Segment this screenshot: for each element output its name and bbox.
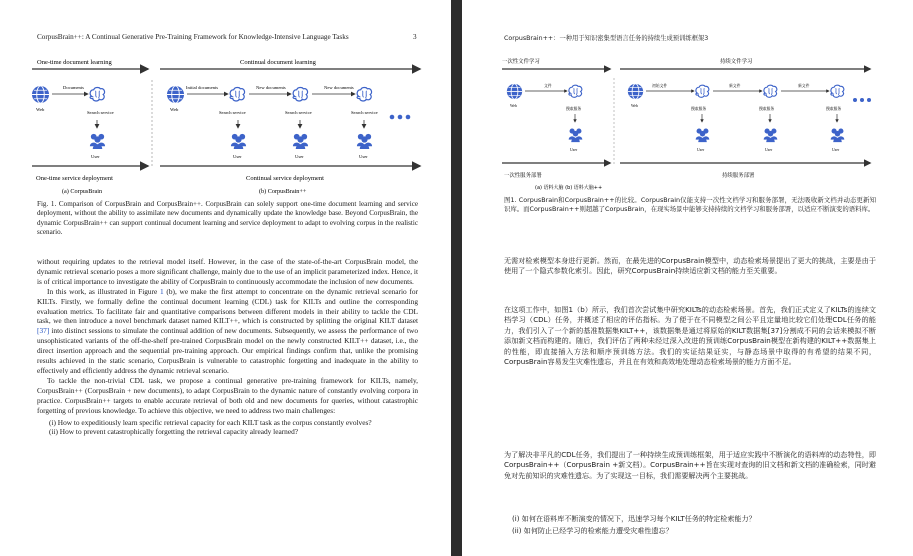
translated-paragraph-2: 在这项工作中，如图1（b）所示，我们首次尝试集中研究KILTs的动态检索场景。首先，我们正式定义了KILTs的连续文档学习（CDL）任务，并概述了相应的评估指标。为了便于在不同模型之间公平且定量地比较它们处理CDL任务的能力，我们引入了一个新的基准数据集KILT++，该数据集是通过将原始的KILT数据集[37]分割成不同的会话来模拟不断添加新文档而构建的。随后，我们评估了两种未经过深入改进的预训练CorpusBrain模型在新构建的KILT++数据集上的性能，即直接插入方法和顺序预训练方法。我们的实证结果证实，与静态场景中取得的有希望的结果不同，CorpusBrain容易发生灾难性遗忘，并且在有效和高效地处理动态检索场景的能力方面不足。 bbox=[504, 305, 876, 367]
translated-challenge-item-2: (ii) 如何防止已经学习的检索能力遭受灾难性遗忘？ bbox=[512, 526, 673, 535]
translated-paragraph-3: 为了解决非平凡的CDL任务，我们提出了一种持续生成预训练框架，用于适应实践中不断演化的语料库的动态特性，即CorpusBrain++（CorpusBrain +新文档）。CorpusBrain++旨在实现对查询的旧文档和新文档的准确检索，同时避免对先前知识的灾难性遗忘。为了实现这一目标，我们需要解决两个主要挑战。 bbox=[504, 450, 876, 480]
fig-documents-label: Documents bbox=[63, 85, 84, 90]
users-icon bbox=[90, 134, 105, 149]
fig-footer-continual: Continual service deployment bbox=[246, 175, 324, 182]
globe-icon bbox=[507, 84, 522, 99]
users-icon bbox=[831, 129, 845, 143]
left-page bbox=[0, 0, 451, 556]
fig-search-service-label: Search service bbox=[285, 110, 312, 115]
more-dots-icon bbox=[390, 115, 411, 120]
fig-search-service-label: 搜索服务 bbox=[759, 106, 775, 111]
fig-user-label: User bbox=[765, 148, 773, 152]
users-icon bbox=[293, 134, 308, 149]
fig-web-label: Web bbox=[510, 104, 517, 108]
fig-web-label: Web bbox=[36, 107, 45, 112]
brain-icon bbox=[357, 87, 371, 100]
fig-new-documents-label: 新文件 bbox=[729, 83, 741, 88]
fig-header-continual: Continual document learning bbox=[240, 59, 316, 66]
figure-caption: Fig. 1. Comparison of CorpusBrain and CorpusBrain++. CorpusBrain can solely support one-time document learning and service deployment, without the ability to assimilate new documents and dynamically update the knowledge base. Beyond CorpusBrain, the dynamic CorpusBrain++ can support continual document learning and service deployment to adapt to evolving corpus in the realistic scenario. bbox=[37, 200, 418, 236]
figure-reference-link[interactable]: 1 bbox=[160, 286, 164, 296]
fig-user-label: User bbox=[570, 148, 578, 152]
fig-user-label: User bbox=[295, 154, 304, 159]
text-run: into distinct sessions to simulate the continual addition of new documents. Subsequently, we assess the performance of two unsophisticated variants of the off-the-shelf pre-trained CorpusBrain model on the newly constructed KILT++ dataset, i.e., the direct insertion approach and the sequential pre-training approach. Our empirical findings confirm that, unlike the promising results achieved in the static scenario, CorpusBrain is vulnerable to catastrophic forgetting and inadequate in the ability to effectively and efficiently address the dynamic retrieval scenario. bbox=[37, 326, 418, 375]
text-run: In this work, as illustrated in Figure bbox=[47, 286, 161, 296]
fig-web-label: Web bbox=[170, 107, 179, 112]
fig-user-label: User bbox=[359, 154, 368, 159]
fig-subcaption-b: (b) CorpusBrain++ bbox=[259, 188, 307, 195]
users-icon bbox=[231, 134, 246, 149]
figure-1 bbox=[0, 0, 451, 200]
brain-icon bbox=[293, 87, 307, 100]
fig-header-onetime: One-time document learning bbox=[37, 59, 112, 66]
paragraph-3: To tackle the non-trivial CDL task, we propose a continual generative pre-training framework for KILTs, namely, CorpusBrain++ (CorpusBrain + new documents), to adapt CorpusBrain to the dynamic nature of constantly evolving corpora in practice. CorpusBrain++ targets to enable accurate retrieval of both old and new documents for queries, without catastrophic forgetting of previous knowledge. To achieve this objective, we need to address two main challenges: bbox=[37, 375, 418, 415]
more-dots-icon bbox=[853, 98, 871, 102]
text-run: (b), we make the first attempt to concentrate on the dynamic retrieval scenario for KILTs. Firstly, we formally define the continual document learning (CDL) task for KILTs and outline the corresponding evaluation metrics. To facilitate fair and quantitative comparisons between different models in their ability to tackle the CDL task, we then introduce a novel benchmark dataset named KILT++, which is constructed by splitting the original KILT dataset bbox=[37, 286, 418, 326]
fig-web-label: Web bbox=[631, 104, 638, 108]
figure-1-translated bbox=[462, 0, 913, 200]
globe-icon bbox=[32, 86, 49, 103]
translated-challenge-item-1: (i) 如何在语料库不断演变的情况下，迅速学习每个KILT任务的特定检索能力？ bbox=[512, 514, 756, 523]
fig-user-label: User bbox=[697, 148, 705, 152]
fig-header-continual: 持续文件学习 bbox=[720, 59, 753, 65]
users-icon bbox=[569, 129, 583, 143]
fig-documents-label: 文件 bbox=[544, 83, 552, 88]
challenge-item-2: (ii) How to prevent catastrophically forgetting the retrieval capacity already learned? bbox=[49, 427, 299, 437]
fig-footer-onetime: 一次性服务部署 bbox=[504, 173, 542, 179]
fig-user-label: User bbox=[91, 154, 100, 159]
fig-new-documents-label: 新文件 bbox=[798, 83, 810, 88]
page-number: 3 bbox=[413, 33, 417, 41]
fig-search-service-label: 搜索服务 bbox=[826, 106, 842, 111]
running-head: CorpusBrain++: A Continual Generative Pre-Training Framework for Knowledge-Intensive Language Tasks bbox=[37, 33, 349, 41]
fig-initial-documents-label: 初始文件 bbox=[652, 83, 668, 88]
fig-search-service-label: Search service bbox=[87, 110, 114, 115]
fig-footer-onetime: One-time service deployment bbox=[36, 175, 113, 182]
brain-icon bbox=[569, 85, 582, 97]
users-icon bbox=[696, 129, 710, 143]
figure-caption: 图1. CorpusBrain和CorpusBrain++的比较。CorpusBrain仅能支持一次性文档学习和服务部署，无法吸收新文档并动态更新知识库。而CorpusBrain++则超越了CorpusBrain，在现实场景中能够支持持续的文档学习和服务部署，以适应不断演变的语料库。 bbox=[504, 196, 876, 214]
brain-icon bbox=[230, 87, 244, 100]
fig-new-documents-label: New documents bbox=[324, 85, 354, 90]
fig-subcaptions: (a) 语料大脑 (b) 语料大脑++ bbox=[535, 185, 603, 191]
brain-icon bbox=[764, 85, 777, 97]
fig-search-service-label: Search service bbox=[219, 110, 246, 115]
translated-paragraph-1: 无需对检索模型本身进行更新。然而，在最先进的CorpusBrain模型中，动态检索场景提出了更大的挑战，主要是由于使用了一个隐式参数化索引。因此，研究CorpusBrain持续适应新文档的能力至关重要。 bbox=[504, 256, 876, 276]
challenge-item-1: (i) How to expeditiously learn specific retrieval capacity for each KILT task as the corpus constantly evolves? bbox=[49, 417, 372, 427]
globe-icon bbox=[628, 84, 643, 99]
fig-initial-documents-label: Initial documents bbox=[186, 85, 219, 90]
users-icon bbox=[357, 134, 372, 149]
brain-icon bbox=[696, 85, 709, 97]
fig-new-documents-label: New documents bbox=[256, 85, 286, 90]
fig-subcaption-a: (a) CorpusBrain bbox=[62, 188, 103, 195]
brain-icon bbox=[831, 85, 844, 97]
right-page bbox=[462, 0, 913, 556]
fig-header-onetime: 一次性文件学习 bbox=[502, 59, 540, 65]
fig-user-label: User bbox=[233, 154, 242, 159]
fig-search-service-label: Search service bbox=[351, 110, 378, 115]
paragraph-1: without requiring updates to the retrieval model itself. However, in the case of the state-of-the-art CorpusBrain model, the dynamic retrieval scenario poses a more significant challenge, mainly due to the use of an implicit parameterized index. Hence, it is of critical importance to investigate the ability of CorpusBrain to continuously accommodate the inclusion of new documents. bbox=[37, 257, 418, 286]
paragraph-2 bbox=[37, 287, 418, 376]
brain-icon bbox=[90, 87, 104, 100]
running-head: CorpusBrain++：一种用于知识密集型语言任务的持续生成预训练框架3 bbox=[504, 35, 709, 42]
body-text bbox=[37, 257, 418, 437]
citation-link[interactable]: [37] bbox=[37, 326, 50, 336]
globe-icon bbox=[167, 86, 184, 103]
fig-footer-continual: 持续服务部署 bbox=[722, 173, 755, 179]
page-gutter bbox=[451, 0, 462, 556]
fig-search-service-label: 搜索服务 bbox=[566, 106, 582, 111]
fig-user-label: User bbox=[832, 148, 840, 152]
fig-search-service-label: 搜索服务 bbox=[691, 106, 707, 111]
users-icon bbox=[764, 129, 778, 143]
